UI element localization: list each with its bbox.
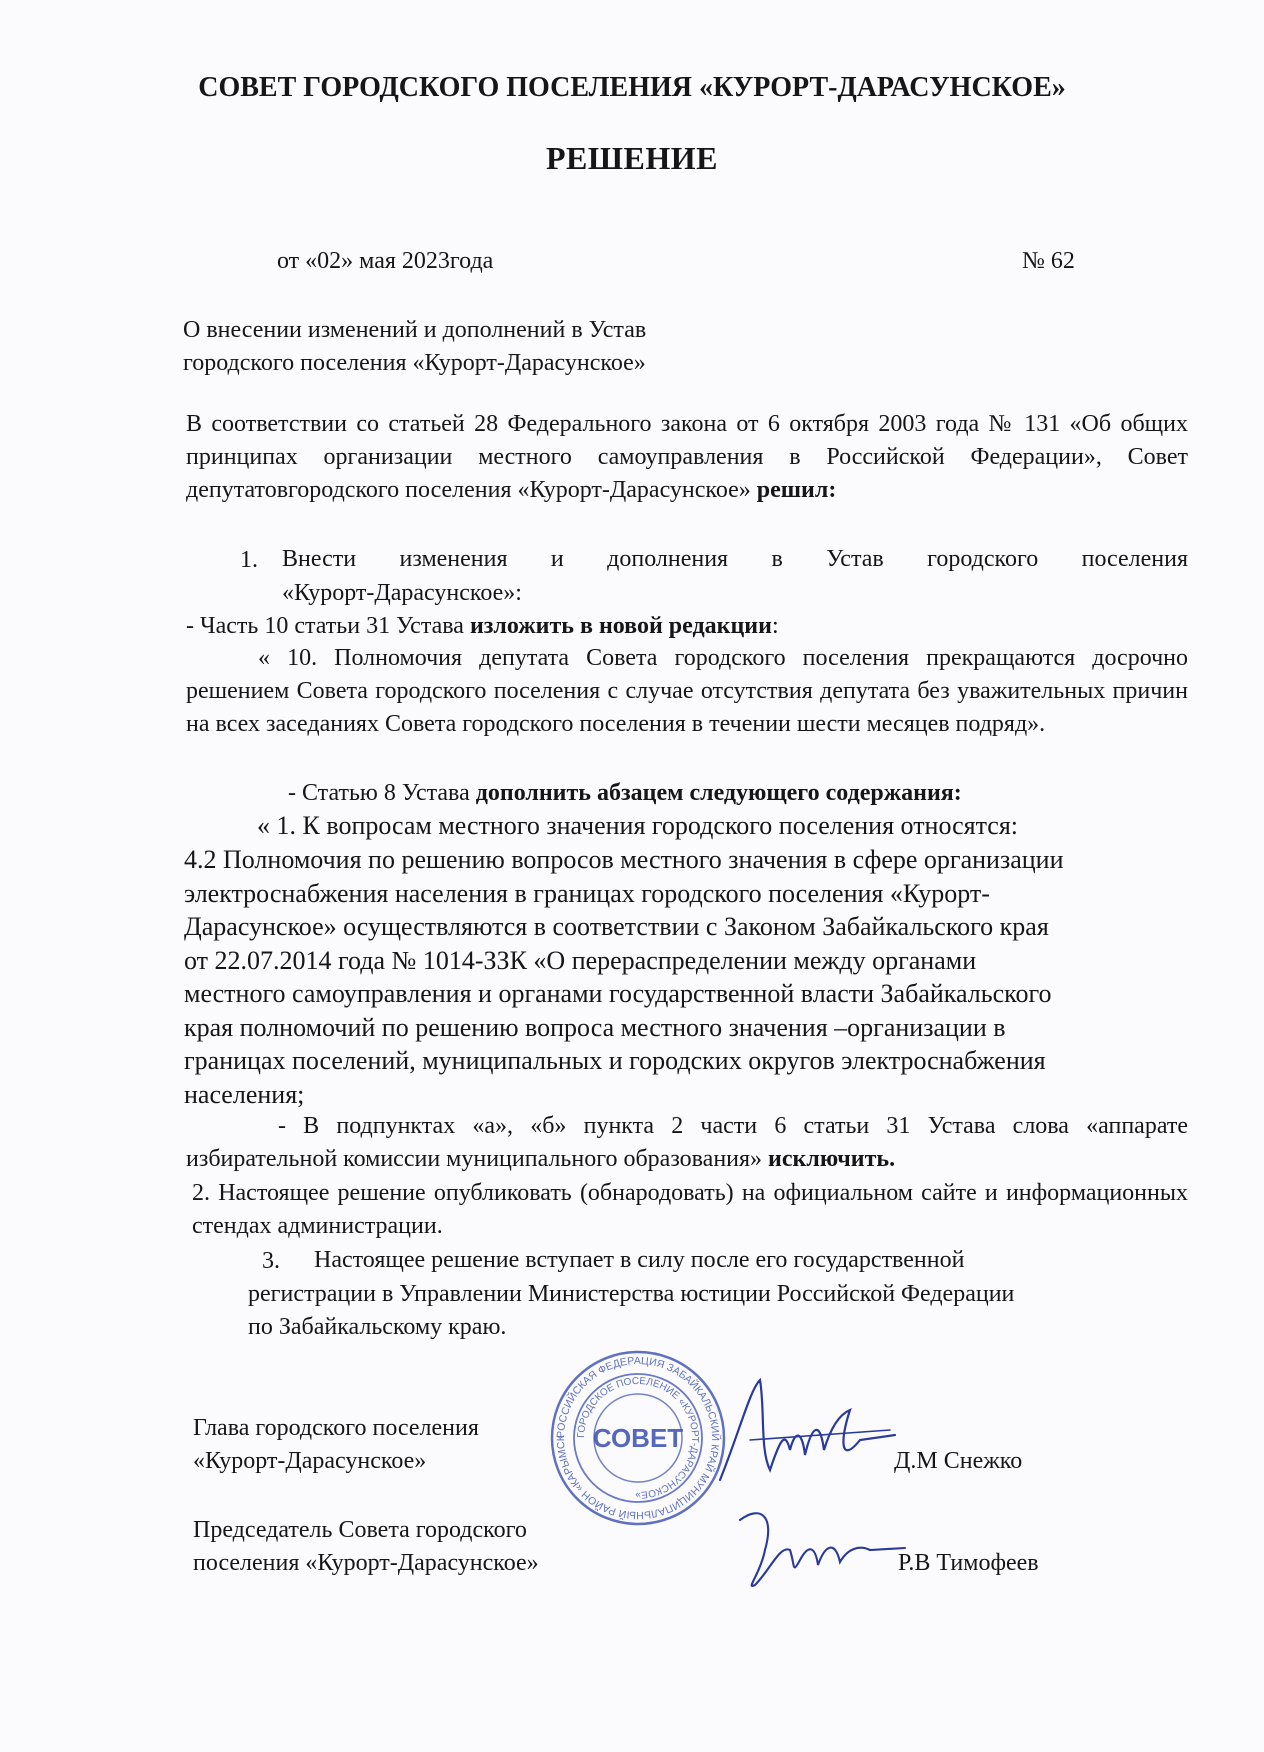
change-2-quote: « 1. К вопросам местного значения городского поселения относятся: <box>257 811 1019 840</box>
change-2-line: границах поселений, муниципальных и городских округов электроснабжения <box>184 1046 1046 1075</box>
preamble-decided: решил: <box>756 477 837 503</box>
change-2-line: 4.2 Полномочия по решению вопросов местного значения в сфере организации <box>184 845 1064 874</box>
change-2-heading <box>288 776 962 810</box>
item-1-line-1: Внести изменения и дополнения в Устав городского поселения <box>282 546 1188 572</box>
chair-name: Р.В Тимофеев <box>898 1550 1039 1576</box>
item-3-line: регистрации в Управлении Министерства юстиции Российской Федерации <box>248 1280 1015 1307</box>
change-1-colon: : <box>771 613 779 639</box>
change-2-intro: - Статью 8 Устава <box>288 780 476 806</box>
item-3-line: по Забайкальскому краю. <box>248 1314 507 1340</box>
change-2-action: дополнить абзацем следующего содержания: <box>475 780 962 806</box>
preamble <box>186 408 1188 507</box>
change-1-intro: - Часть 10 статьи 31 Устава <box>186 613 470 639</box>
change-1-text: « 10. Полномочия депутата Совета городского поселения прекращаются досрочно решением Совета городского поселения с случае отсутствия депутата без уважительных причин на всех заседаниях Совета городского поселения в течении шести месяцев подряд». <box>186 645 1188 737</box>
decision-date: от «02» мая 2023года <box>277 248 494 274</box>
head-title-line-1: Глава городского поселения <box>193 1415 479 1441</box>
chair-title-line-2: поселения «Курорт-Дарасунское» <box>193 1550 539 1576</box>
chair-signature <box>720 1490 920 1600</box>
change-1-action: изложить в новой редакции <box>469 613 772 639</box>
subject-line-2: городского поселения «Курорт-Дарасунское» <box>183 350 646 376</box>
item-3-text <box>248 1244 1014 1345</box>
item-3-line: Настоящее решение вступает в силу после его государственной <box>314 1247 965 1273</box>
council-title: СОВЕТ ГОРОДСКОГО ПОСЕЛЕНИЯ «КУРОРТ-ДАРАСУНСКОЕ» <box>198 72 1066 103</box>
change-3-action: исключить. <box>768 1146 896 1172</box>
change-2-line: Дарасунское» осуществляются в соответствии с Законом Забайкальского края <box>184 912 1049 941</box>
change-2-line: от 22.07.2014 года № 1014-ЗЗК «О перераспределении между органами <box>184 945 977 975</box>
preamble-text: В соответствии со статьей 28 Федерального закона от 6 октября 2003 года № 131 «Об общих принципах организации местного самоуправления в Российской Федерации», Совет депутатовгородского поселения «Курорт-Дарасунское» <box>186 411 1188 503</box>
change-2-line: электроснабжения населения в границах городского поселения «Курорт- <box>184 878 990 908</box>
seal-center-text: СОВЕТ <box>592 1423 684 1453</box>
change-3-body: - В подпунктах «а», «б» пункта 2 части 6 статьи 31 Устава слова «аппарате избирательной комиссии муниципального образования» <box>186 1113 1188 1172</box>
seal-inner-text: ГОРОДСКОЕ ПОСЕЛЕНИЕ «КУРОРТ-ДАРАСУНСКОЕ» <box>575 1375 701 1501</box>
item-1-number: 1. <box>240 547 258 573</box>
head-name: Д.М Снежко <box>894 1448 1023 1474</box>
change-2-line: края полномочий по решению вопроса местного значения –организации в <box>184 1012 1006 1042</box>
seal-outer-text: РОССИЙСКАЯ ФЕДЕРАЦИЯ ЗАБАЙКАЛЬСКИЙ КРАЙ МУНИЦИПАЛЬНЫЙ РАЙОН «КАРЫМСК <box>554 1354 722 1522</box>
head-title-line-2: «Курорт-Дарасунское» <box>193 1448 427 1474</box>
chair-title-line-1: Председатель Совета городского <box>193 1517 527 1543</box>
document-type: РЕШЕНИЕ <box>546 140 718 176</box>
change-2-line: местного самоуправления и органами государственной власти Забайкальского <box>184 979 1052 1008</box>
item-3-number: 3. <box>262 1248 280 1274</box>
change-2-text <box>184 843 1064 1111</box>
decision-number: № 62 <box>1022 248 1075 274</box>
item-1-line-2: «Курорт-Дарасунское»: <box>282 580 522 606</box>
change-3-text <box>186 1110 1188 1176</box>
change-1-heading <box>186 609 779 643</box>
head-signature <box>690 1370 910 1500</box>
item-2-text: 2. Настоящее решение опубликовать (обнародовать) на официальном сайте и информационных стендах администрации. <box>192 1180 1188 1239</box>
change-2-line: населения; <box>184 1079 305 1109</box>
subject-line-1: О внесении изменений и дополнений в Устав <box>183 317 647 343</box>
